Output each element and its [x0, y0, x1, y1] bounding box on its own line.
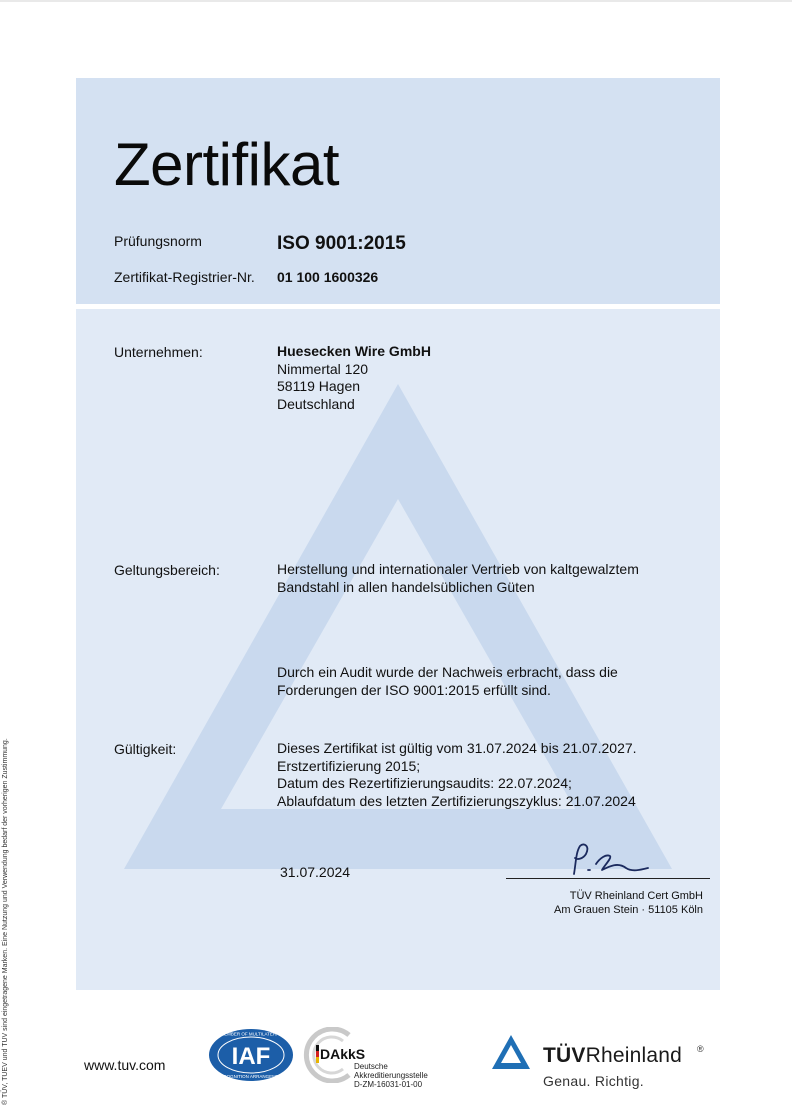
certificate-panel [76, 78, 720, 990]
issue-date: 31.07.2024 [280, 864, 351, 880]
validity-text [277, 740, 637, 810]
tuv-registered-mark: ® [697, 1044, 704, 1054]
validity-label: Gültigkeit: [114, 741, 177, 757]
issuer-block [554, 889, 703, 917]
audit-line: Forderungen der ISO 9001:2015 erfüllt sind. [277, 681, 551, 698]
dakks-name: DAkkS [320, 1046, 366, 1062]
top-border [0, 0, 792, 2]
company-address [277, 343, 431, 413]
dakks-line: D-ZM-16031-01-00 [354, 1080, 423, 1089]
signature-line [506, 878, 710, 879]
dakks-line: Akkreditierungsstelle [354, 1071, 428, 1080]
company-label: Unternehmen: [114, 344, 203, 360]
iaf-logo-icon [207, 1027, 295, 1083]
scope-text [277, 561, 639, 596]
signature-icon [566, 840, 656, 880]
certificate-title: Zertifikat [114, 131, 340, 198]
registration-value: 01 100 1600326 [277, 269, 379, 285]
registration-label: Zertifikat-Registrier-Nr. [114, 269, 255, 285]
validity-line: Ablaufdatum des letzten Zertifizierungszyklus: 21.07.2024 [277, 792, 636, 809]
validity-line: Dieses Zertifikat ist gültig vom 31.07.2024 bis 21.07.2027. [277, 740, 637, 756]
iaf-logo-text: IAF [231, 1043, 271, 1070]
standard-label: Prüfungsnorm [114, 233, 202, 249]
company-city: 58119 Hagen [277, 378, 361, 394]
scope-label: Geltungsbereich: [114, 562, 220, 578]
certificate-header [76, 78, 720, 304]
dakks-line: Deutsche [354, 1062, 388, 1071]
tuv-brand-bold: TÜV [543, 1044, 586, 1067]
tuv-brand-regular: Rheinland [585, 1044, 682, 1067]
trademark-note: ® TÜV, TUEV und TUV sind eingetragene Marken. Eine Nutzung und Verwendung bedarf der vorherigen Zustimmung. [2, 738, 9, 1105]
company-street: Nimmertal 120 [277, 360, 369, 377]
tuv-triangle-logo-icon [490, 1033, 532, 1073]
scope-line: Bandstahl in allen handelsüblichen Güten [277, 578, 535, 595]
audit-statement [277, 664, 618, 699]
validity-line: Datum des Rezertifizierungsaudits: 22.07.2024; [277, 775, 572, 791]
scope-line: Herstellung und internationaler Vertrieb von kaltgewalztem [277, 561, 639, 577]
iaf-ring-bottom-text: RECOGNITION ARRANGEMENT [217, 1074, 285, 1079]
tuv-website-link[interactable]: www.tuv.com [84, 1057, 166, 1073]
tuv-slogan: Genau. Richtig. [543, 1073, 644, 1089]
iaf-ring-top-text: MEMBER OF MULTILATERAL [220, 1031, 282, 1037]
validity-line: Erstzertifizierung 2015; [277, 757, 421, 774]
tuv-brand-name [543, 1044, 682, 1068]
standard-value: ISO 9001:2015 [277, 233, 406, 254]
company-name: Huesecken Wire GmbH [277, 343, 431, 359]
issuer-address: Am Grauen Stein · 51105 Köln [554, 904, 703, 916]
dakks-text [354, 1062, 428, 1089]
audit-line: Durch ein Audit wurde der Nachweis erbracht, dass die [277, 664, 618, 680]
issuer-name: TÜV Rheinland Cert GmbH [569, 890, 703, 902]
company-country: Deutschland [277, 395, 355, 412]
